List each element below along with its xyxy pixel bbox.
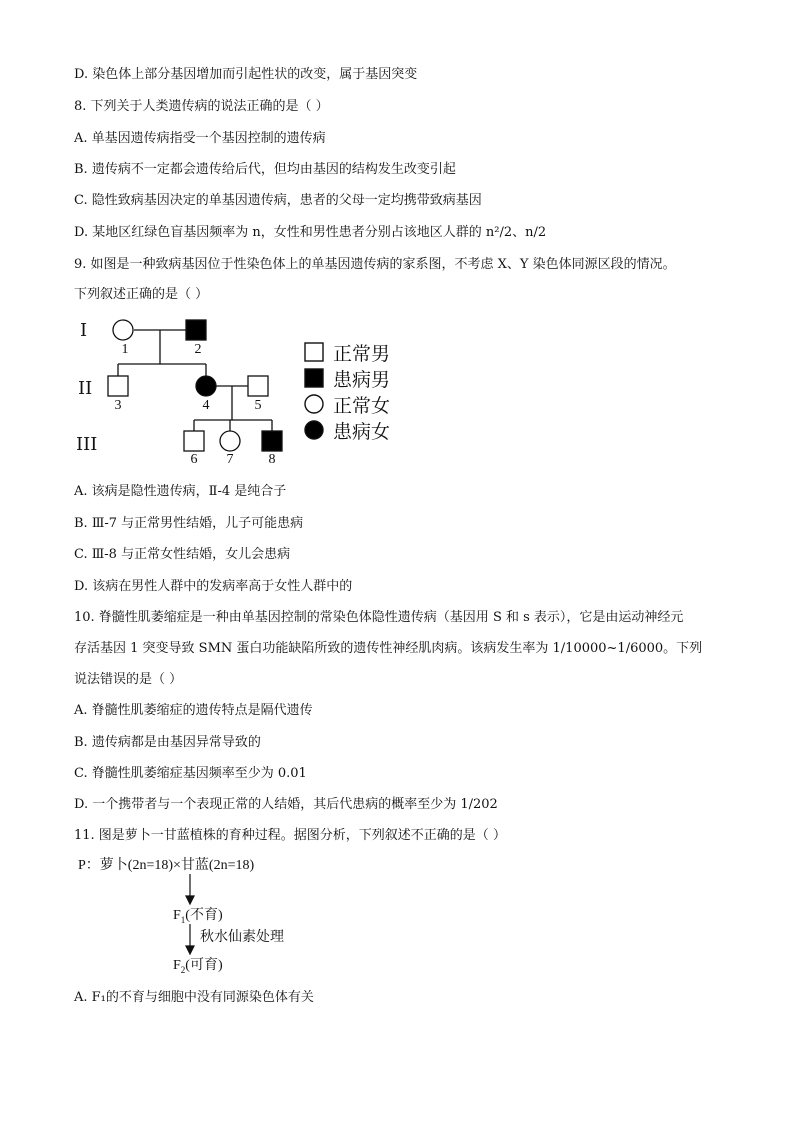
q8-option-c: C. 隐性致病基因决定的单基因遗传病，患者的父母一定均携带致病基因	[74, 193, 482, 208]
filled-square-icon	[303, 367, 325, 389]
q8-stem: 8. 下列关于人类遗传病的说法正确的是（ ）	[74, 99, 329, 114]
individual-number-1: 1	[121, 342, 129, 357]
individual-number-8: 8	[268, 452, 276, 467]
individual-number-6: 6	[190, 452, 198, 467]
individual-number-4: 4	[202, 398, 210, 413]
individual-III-6	[184, 431, 204, 451]
q10-stem-continued-2: 说法错误的是（ ）	[74, 672, 183, 687]
generation-label-I: I	[80, 320, 88, 341]
q9-stem-continued: 下列叙述正确的是（ ）	[74, 287, 209, 302]
individual-I-2	[186, 320, 206, 340]
pedigree-legend	[303, 339, 390, 443]
breeding-diagram	[74, 850, 394, 978]
q8-option-b: B. 遗传病不一定都会遗传给后代，但均由基因的结构发生改变引起	[74, 162, 456, 177]
arrow-head-down-icon	[186, 896, 194, 904]
f1-label: $F_1$(不育)	[173, 908, 223, 925]
q10-option-a: A. 脊髓性肌萎缩症的遗传特点是隔代遗传	[74, 703, 313, 718]
individual-number-3: 3	[114, 398, 122, 413]
generation-label-II: II	[78, 378, 93, 399]
individual-II-5	[248, 376, 268, 396]
parent-cross-label: P：萝卜(2n=18)×甘蓝(2n=18)	[78, 858, 255, 873]
q8-option-a: A. 单基因遗传病指受一个基因控制的遗传病	[74, 131, 326, 146]
q10-stem: 10. 脊髓性肌萎缩症是一种由单基因控制的常染色体隐性遗传病（基因用 S 和 s 表示），它是由运动神经元	[74, 610, 684, 625]
q9-option-c: C. Ⅲ-8 与正常女性结婚，女儿会患病	[74, 547, 291, 562]
individual-number-5: 5	[254, 398, 262, 413]
q10-option-c: C. 脊髓性肌萎缩症基因频率至少为 0.01	[74, 766, 307, 781]
filled-circle-icon	[303, 419, 325, 441]
individual-III-8	[262, 431, 282, 451]
q10-stem-continued-1: 存活基因 1 突变导致 SMN 蛋白功能缺陷所致的遗传性神经肌肉病。该病发生率为 1/10000~1/6000。下列	[74, 641, 703, 656]
q9-option-a: A. 该病是隐性遗传病，Ⅱ-4 是纯合子	[74, 484, 287, 499]
q8-option-d: D. 某地区红绿色盲基因频率为 n，女性和男性患者分别占该地区人群的 n²/2、n/2	[74, 225, 547, 240]
breeding-arrows	[74, 850, 394, 978]
individual-II-3	[108, 376, 128, 396]
legend-normal-female: 正常女	[303, 391, 390, 417]
legend-normal-male: 正常男	[303, 339, 390, 365]
open-square-icon	[303, 341, 325, 363]
individual-number-2: 2	[194, 342, 202, 357]
q7-option-d: D. 染色体上部分基因增加而引起性状的改变，属于基因突变	[74, 67, 418, 82]
individual-number-7: 7	[226, 452, 234, 467]
individual-III-7	[220, 431, 240, 451]
q10-option-b: B. 遗传病都是由基因异常导致的	[74, 735, 261, 750]
legend-affected-female: 患病女	[303, 417, 390, 443]
arrow-head-down-icon	[186, 946, 194, 954]
individual-II-4	[196, 376, 216, 396]
q9-stem: 9. 如图是一种致病基因位于性染色体上的单基因遗传病的家系图，不考虑 X、Y 染色体同源区段的情况。	[74, 257, 676, 272]
open-circle-icon	[303, 393, 325, 415]
legend-affected-male: 患病男	[303, 365, 390, 391]
f2-label: $F_2$(可育)	[173, 958, 223, 975]
colchicine-treatment-label: 秋水仙素处理	[200, 929, 284, 945]
q11-option-a: A. F₁的不育与细胞中没有同源染色体有关	[74, 990, 314, 1005]
q11-stem: 11. 图是萝卜一甘蓝植株的育种过程。据图分析，下列叙述不正确的是（ ）	[74, 828, 506, 843]
q10-option-d: D. 一个携带者与一个表现正常的人结婚，其后代患病的概率至少为 1/202	[74, 797, 498, 812]
generation-label-III: III	[76, 434, 98, 455]
q9-option-b: B. Ⅲ-7 与正常男性结婚，儿子可能患病	[74, 516, 304, 531]
individual-I-1	[113, 320, 133, 340]
q9-option-d: D. 该病在男性人群中的发病率高于女性人群中的	[74, 579, 353, 594]
